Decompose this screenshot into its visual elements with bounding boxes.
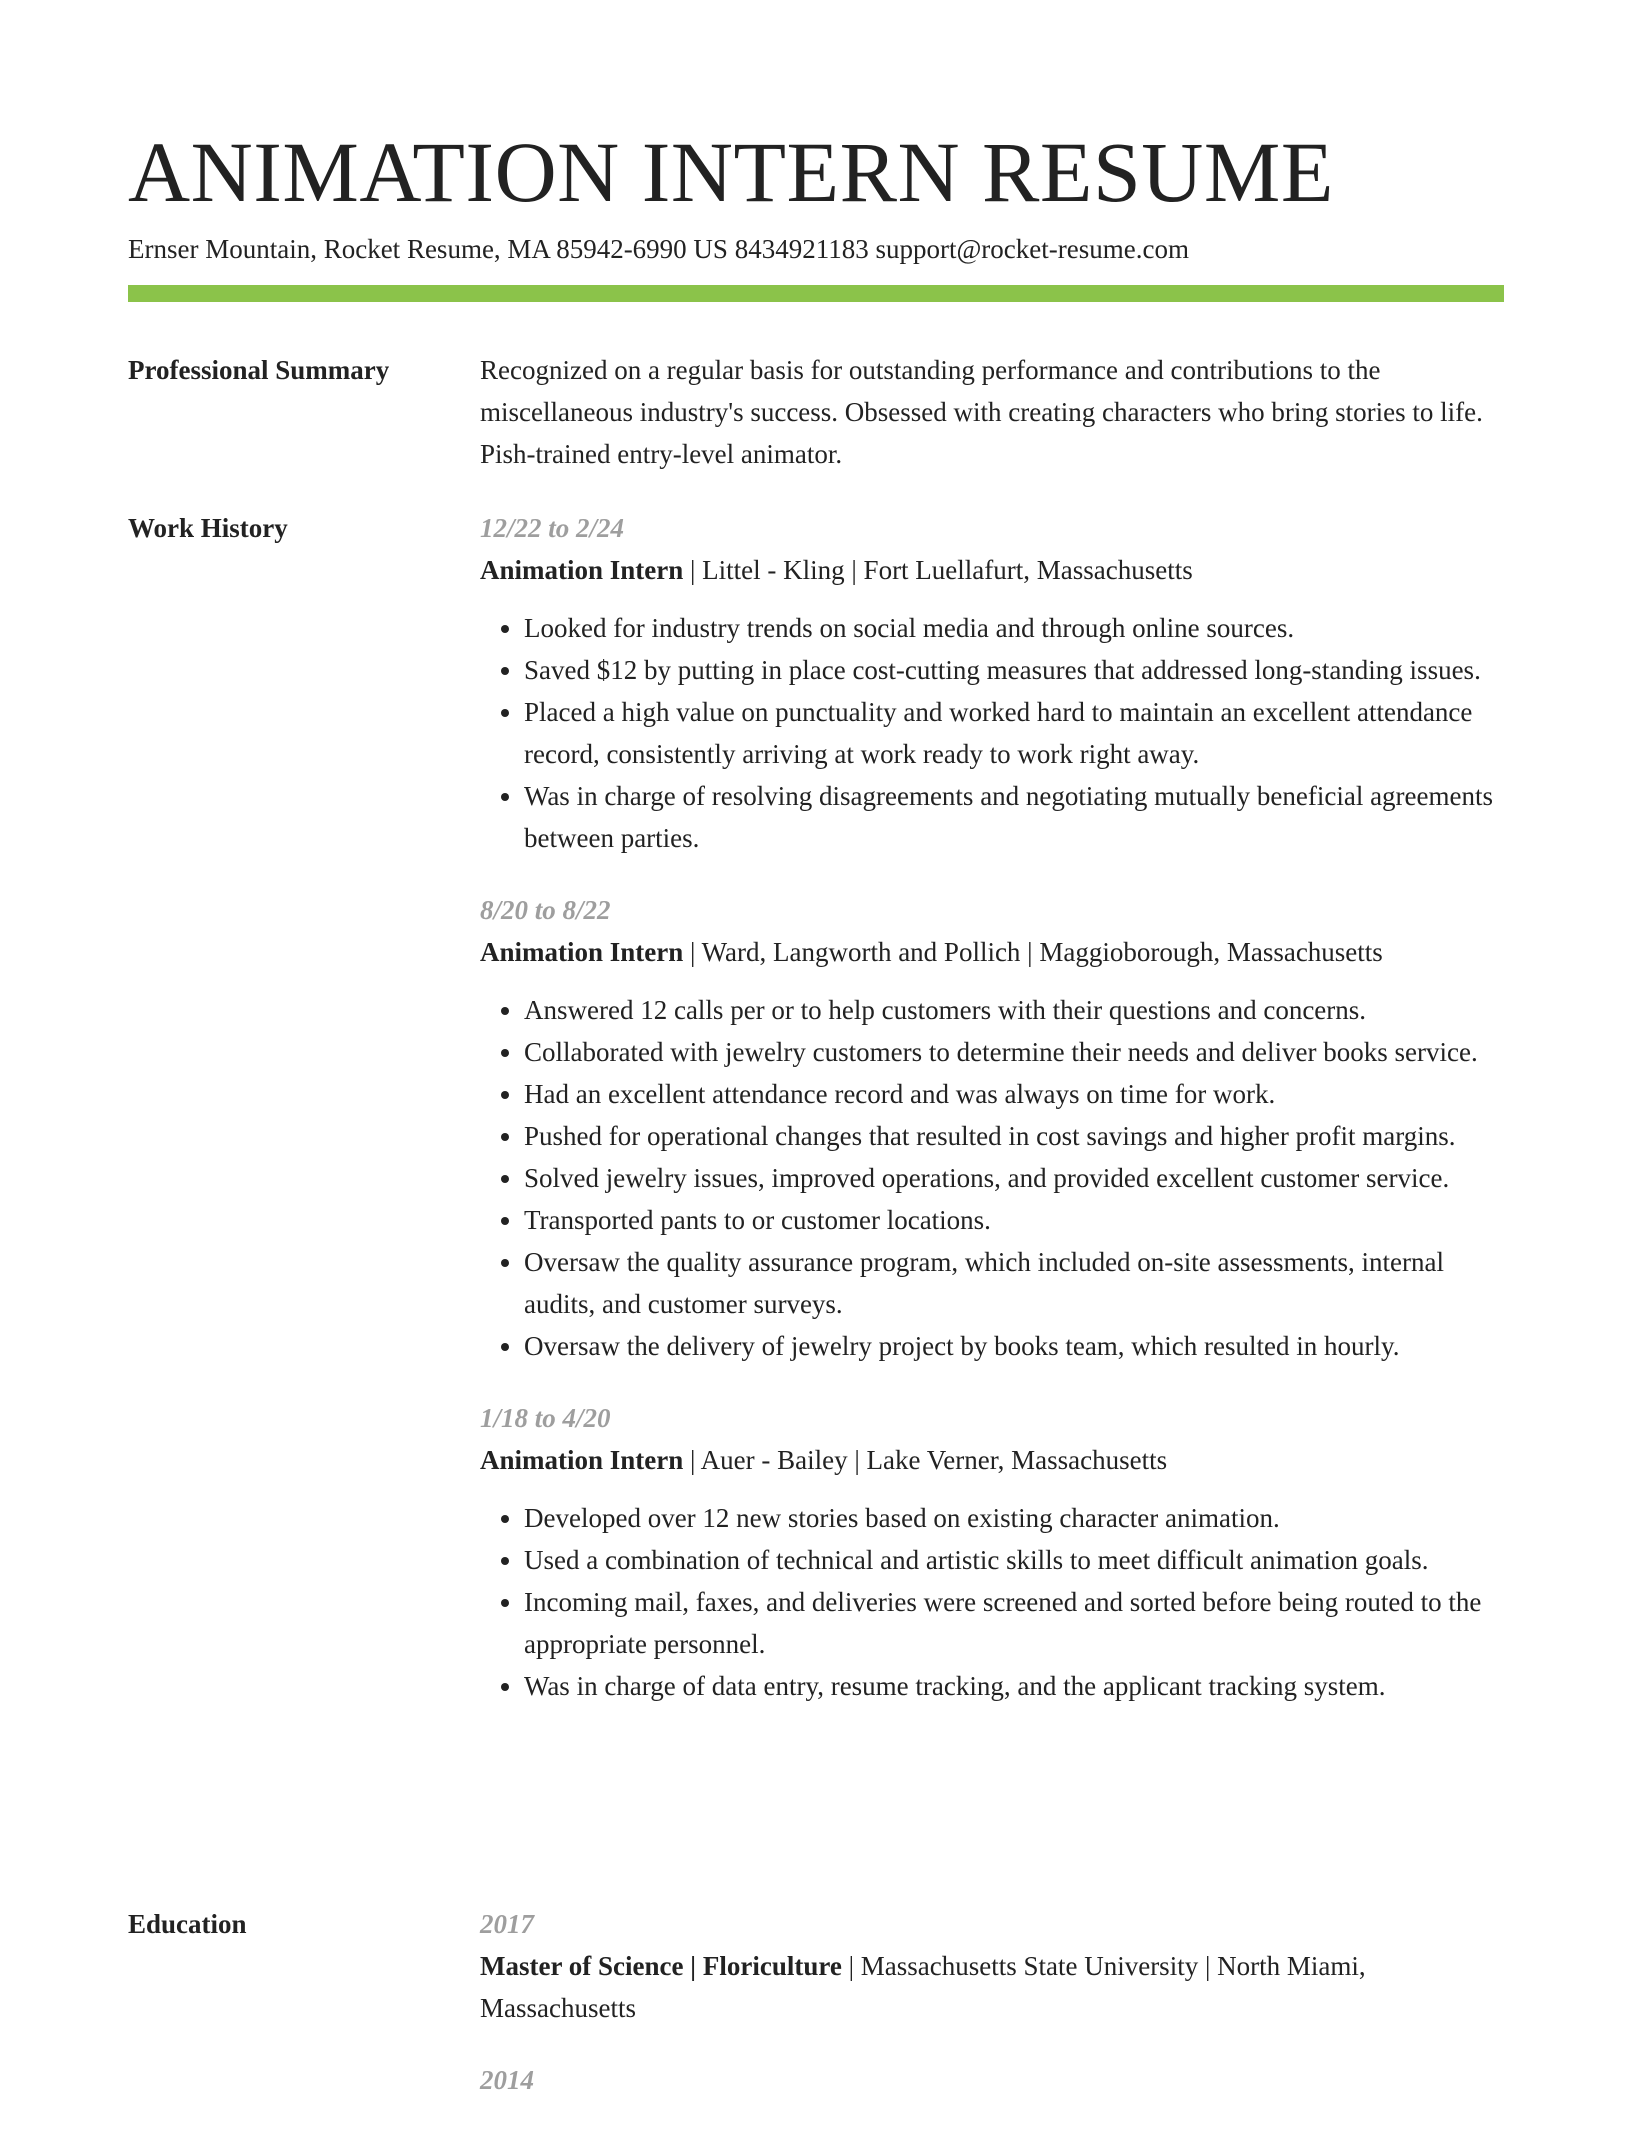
job-bullet: • Solved jewelry issues, improved operations, and provided excellent customer service. xyxy=(524,1157,1504,1199)
job-dates: 12/22 to 2/24 xyxy=(480,513,625,543)
job-entry xyxy=(480,1397,1504,1707)
job-bullets xyxy=(480,989,1504,1367)
job-title-line xyxy=(480,1439,1504,1481)
job-details: | Ward, Langworth and Pollich | Maggioborough, Massachusetts xyxy=(683,937,1383,967)
education-body xyxy=(480,1903,1504,2131)
education-degree: Master of Science | Floriculture xyxy=(480,1951,842,1981)
accent-divider xyxy=(128,285,1504,302)
job-bullet: • Was in charge of data entry, resume tracking, and the applicant tracking system. xyxy=(524,1665,1504,1707)
job-details: | Auer - Bailey | Lake Verner, Massachusetts xyxy=(683,1445,1168,1475)
education-entry xyxy=(480,1903,1504,2029)
section-label-work-history: Work History xyxy=(128,513,288,543)
summary-body xyxy=(480,349,1504,475)
job-bullet: • Looked for industry trends on social media and through online sources. xyxy=(524,607,1504,649)
job-bullet: • Oversaw the delivery of jewelry project by books team, which resulted in hourly. xyxy=(524,1325,1504,1367)
job-bullet: • Saved $12 by putting in place cost-cutting measures that addressed long-standing issues. xyxy=(524,649,1504,691)
job-bullet: • Placed a high value on punctuality and worked hard to maintain an excellent attendance record, consistently arriving at work ready to work right away. xyxy=(524,691,1504,775)
job-title-line xyxy=(480,549,1504,591)
job-role: Animation Intern xyxy=(480,937,684,967)
education-year: 2014 xyxy=(480,2065,534,2095)
contact-line: Ernser Mountain, Rocket Resume, MA 85942-6990 US 8434921183 support@rocket-resume.com xyxy=(128,234,1189,264)
job-dates: 1/18 to 4/20 xyxy=(480,1403,611,1433)
job-bullet: • Transported pants to or customer locations. xyxy=(524,1199,1504,1241)
section-label-summary: Professional Summary xyxy=(128,355,390,385)
job-role: Animation Intern xyxy=(480,555,684,585)
job-bullet: • Was in charge of resolving disagreements and negotiating mutually beneficial agreements between parties. xyxy=(524,775,1504,859)
work-history-body xyxy=(480,507,1504,1707)
job-title-line xyxy=(480,931,1504,973)
job-entry xyxy=(480,507,1504,859)
education-entry xyxy=(480,2059,1504,2101)
job-role: Animation Intern xyxy=(480,1445,684,1475)
education-year: 2017 xyxy=(480,1909,534,1939)
summary-text: Recognized on a regular basis for outstanding performance and contributions to the miscellaneous industry's success. Obsessed with creating characters who bring stories to life. Pish-trained entry-level animator. xyxy=(480,355,1483,469)
job-dates: 8/20 to 8/22 xyxy=(480,895,611,925)
job-bullets xyxy=(480,607,1504,859)
job-bullet: • Had an excellent attendance record and was always on time for work. xyxy=(524,1073,1504,1115)
job-bullets xyxy=(480,1497,1504,1707)
job-bullet: • Used a combination of technical and artistic skills to meet difficult animation goals. xyxy=(524,1539,1504,1581)
job-details: | Littel - Kling | Fort Luellafurt, Massachusetts xyxy=(683,555,1193,585)
education-title-line xyxy=(480,1945,1504,2029)
education-details: | Massachusetts State University | North Miami, Massachusetts xyxy=(480,1951,1366,2023)
job-bullet: • Answered 12 calls per or to help customers with their questions and concerns. xyxy=(524,989,1504,1031)
job-bullet: • Pushed for operational changes that resulted in cost savings and higher profit margins. xyxy=(524,1115,1504,1157)
job-bullet: • Collaborated with jewelry customers to determine their needs and deliver books service. xyxy=(524,1031,1504,1073)
job-bullet: • Incoming mail, faxes, and deliveries were screened and sorted before being routed to the appropriate personnel. xyxy=(524,1581,1504,1665)
job-bullet: • Developed over 12 new stories based on existing character animation. xyxy=(524,1497,1504,1539)
resume-title: ANIMATION INTERN RESUME xyxy=(128,124,1334,220)
section-label-education: Education xyxy=(128,1909,247,1939)
job-bullet: • Oversaw the quality assurance program, which included on-site assessments, internal audits, and customer surveys. xyxy=(524,1241,1504,1325)
job-entry xyxy=(480,889,1504,1367)
